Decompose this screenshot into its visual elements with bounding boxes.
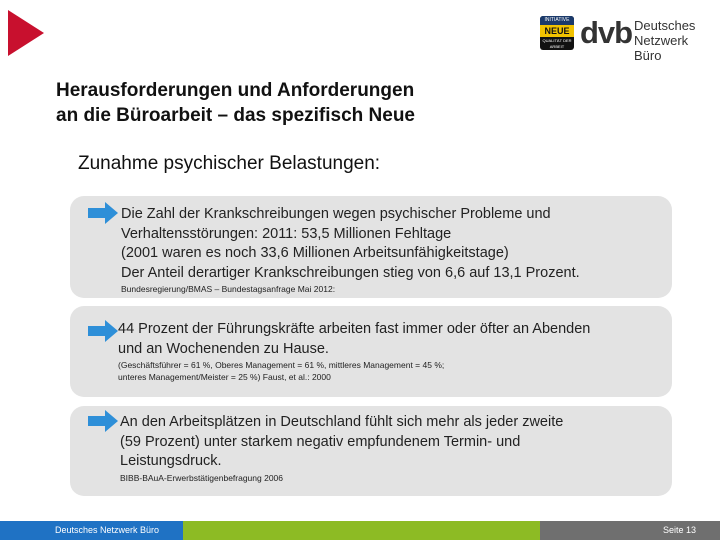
footer-organization: Deutsches Netzwerk Büro: [55, 525, 160, 535]
initiative-badge: [540, 16, 574, 50]
badge-mid-text: NEUE: [540, 25, 574, 37]
source-note-1: Bundesregierung/BMAS – Bundestagsanfrage Mai 2012:: [121, 284, 336, 294]
info-text-3: An den Arbeitsplätzen in Deutschland fühlt sich mehr als jeder zweite (59 Prozent) unter starkem negativ empfundenem Termin- und Leistungsdruck.: [120, 414, 564, 469]
brand-line-2: Netzwerk Büro: [634, 33, 689, 63]
corner-triangle-icon: [8, 10, 44, 56]
brand-line-1: Deutsches: [634, 18, 696, 33]
slide-title: [56, 78, 415, 128]
logo: [540, 14, 718, 63]
badge-top-text: INITIATIVE: [540, 16, 574, 25]
title-line-2: an die Büroarbeit – das spezifisch Neue: [56, 105, 415, 126]
arrow-right-icon: [88, 320, 118, 342]
info-box-3: [70, 406, 672, 496]
dnb-mark: dvb: [580, 15, 633, 50]
arrow-right-icon: [88, 202, 118, 224]
info-box-2: [70, 306, 672, 397]
source-note-2: (Geschäftsführer = 61 %, Oberes Management = 61 %, mittleres Management = 45 %; unteres Management/Meister = 25 %) Faust, et al.: 2000: [118, 360, 445, 382]
title-line-1: Herausforderungen und Anforderungen: [56, 80, 415, 101]
badge-bottom-text: QUALITÄT DER ARBEIT: [542, 38, 572, 49]
info-box-1: [70, 196, 672, 298]
page-number: Seite 13: [663, 525, 697, 535]
info-text-2: 44 Prozent der Führungskräfte arbeiten fast immer oder öfter an Abenden und an Wochenenden zu Hause.: [118, 321, 591, 357]
arrow-right-icon: [88, 410, 118, 432]
info-text-1: Die Zahl der Krankschreibungen wegen psychischer Probleme und Verhaltensstörungen: 2011: 53,5 Millionen Fehltage (2001 waren es noch 33,6 Millionen Arbeitsunfähigkeitstage) Der Anteil derartiger Krankschreibungen stieg von 6,6 auf 13,1 Prozent.: [121, 206, 580, 281]
source-note-3: BIBB-BAuA-Erwerbstätigenbefragung 2006: [120, 473, 284, 483]
section-subtitle: Zunahme psychischer Belastungen:: [78, 153, 381, 174]
brand-name: [634, 18, 718, 63]
footer-bar: [0, 521, 720, 540]
